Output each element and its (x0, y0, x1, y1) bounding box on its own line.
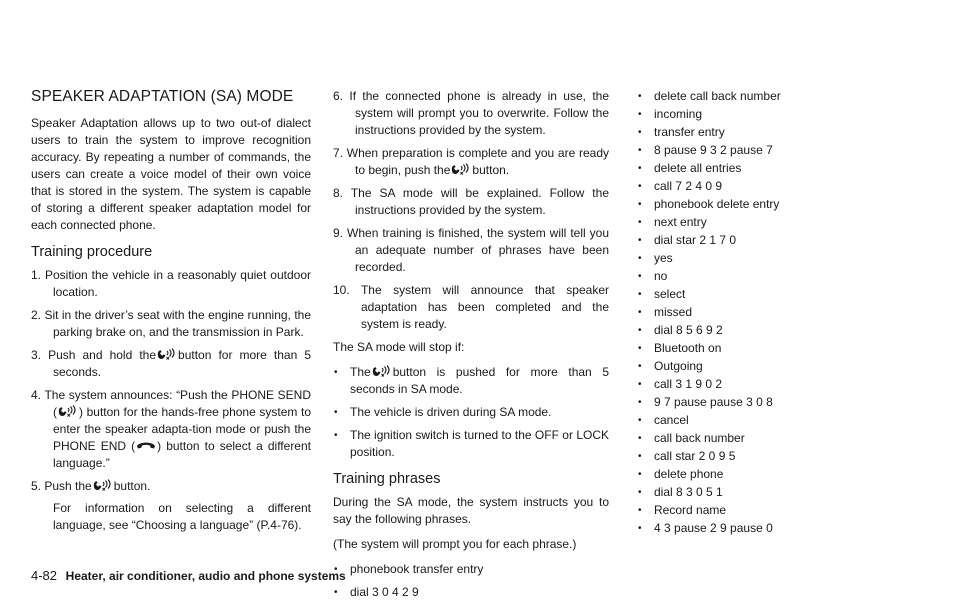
phrase-item: • delete all entries (637, 160, 837, 177)
phrases-intro: During the SA mode, the system instructs you to say the following phrases. (333, 495, 609, 526)
page-footer (31, 568, 346, 583)
step-5: 5. Push the button. For information on selecting a different language, see “Choosing a language” (P.4-76). (31, 479, 311, 532)
column-left (31, 88, 311, 540)
training-phrases-heading: Training phrases (333, 471, 441, 487)
phrase-item: • phonebook transfer entry (333, 561, 609, 578)
step-3: 3. Push and hold the button for more than 5 seconds. (31, 348, 311, 379)
phone-send-icon (157, 348, 177, 360)
phrase-item: • 8 pause 9 3 2 pause 7 (637, 142, 837, 159)
step-7: 7. When preparation is complete and you are ready to begin, push the button. (333, 146, 609, 177)
training-procedure-heading: Training procedure (31, 244, 153, 260)
phone-send-icon (58, 405, 78, 417)
phrase-item: • dial 8 3 0 5 1 (637, 484, 837, 501)
phone-send-icon (93, 479, 113, 491)
phrase-item: • no (637, 268, 837, 285)
phone-end-icon (136, 439, 156, 451)
stop-condition: • The button is pushed for more than 5 seconds in SA mode. (333, 364, 609, 398)
phrase-list-start (333, 561, 609, 601)
phrase-item: • Outgoing (637, 358, 837, 375)
stop-conditions (333, 364, 609, 461)
phrase-item: • call back number (637, 430, 837, 447)
intro-paragraph: Speaker Adaptation allows up to two out-of dialect users to train the system to improve recognition accuracy. By repeating a number of commands, the users can create a voice model of their own voice that is stored in the system. The system is capable of storing a different speaker adaptation model for each connected phone. (31, 116, 311, 232)
phrase-item: • Bluetooth on (637, 340, 837, 357)
phrase-item: • next entry (637, 214, 837, 231)
phrase-item: • yes (637, 250, 837, 267)
stop-intro: The SA mode will stop if: (333, 340, 465, 354)
phone-send-icon (451, 163, 471, 175)
step-6: 6. If the connected phone is already in use, the system will prompt you to overwrite. Follow the instructions provided by the system. (333, 89, 609, 137)
section-heading: SPEAKER ADAPTATION (SA) MODE (31, 88, 294, 105)
phrase-item: • delete call back number (637, 88, 837, 105)
phrase-item: • select (637, 286, 837, 303)
stop-condition: • The ignition switch is turned to the OFF or LOCK position. (333, 427, 609, 461)
footer-section-title: Heater, air conditioner, audio and phone systems (65, 569, 346, 583)
phrase-item: • phonebook delete entry (637, 196, 837, 213)
phrase-item: • delete phone (637, 466, 837, 483)
step-9: 9. When training is finished, the system will tell you an adequate number of phrases have been recorded. (333, 226, 609, 274)
step-8: 8. The SA mode will be explained. Follow the instructions provided by the system. (333, 186, 609, 217)
phrase-item: • missed (637, 304, 837, 321)
procedure-steps-continued (333, 88, 609, 333)
phrase-item: • Record name (637, 502, 837, 519)
phrase-item: • call 3 1 9 0 2 (637, 376, 837, 393)
column-right (637, 88, 837, 538)
step-2: 2. Sit in the driver’s seat with the engine running, the parking brake on, and the transmission in Park. (31, 308, 311, 339)
phrase-item: • dial 8 5 6 9 2 (637, 322, 837, 339)
phrase-item: • incoming (637, 106, 837, 123)
column-middle (333, 88, 609, 607)
phrase-item: • 4 3 pause 2 9 pause 0 (637, 520, 837, 537)
phrase-item: • call star 2 0 9 5 (637, 448, 837, 465)
phrases-note: (The system will prompt you for each phrase.) (333, 537, 577, 551)
stop-condition: • The vehicle is driven during SA mode. (333, 404, 609, 421)
phrase-list (637, 88, 837, 537)
step-1: 1. Position the vehicle in a reasonably quiet outdoor location. (31, 268, 311, 299)
phone-send-icon (372, 365, 392, 377)
phrase-item: • dial star 2 1 7 0 (637, 232, 837, 249)
step-10: 10. The system will announce that speaker adaptation has been completed and the system is ready. (333, 283, 609, 331)
phrase-item: • transfer entry (637, 124, 837, 141)
phrase-item: • 9 7 pause pause 3 0 8 (637, 394, 837, 411)
phrase-item: • call 7 2 4 0 9 (637, 178, 837, 195)
page-number: 4-82 (31, 568, 58, 583)
procedure-steps (31, 267, 311, 534)
step-5-note: For information on selecting a different language, see “Choosing a language” (P.4-76). (53, 501, 311, 532)
phrase-item: • dial 3 0 4 2 9 (333, 584, 609, 601)
phrase-item: • cancel (637, 412, 837, 429)
step-4: 4. The system announces: “Push the PHONE SEND ( ) button for the hands-free phone system to enter the speaker adapta-tion mode or push the PHONE END ( ) button to select a different language.” (31, 388, 311, 470)
